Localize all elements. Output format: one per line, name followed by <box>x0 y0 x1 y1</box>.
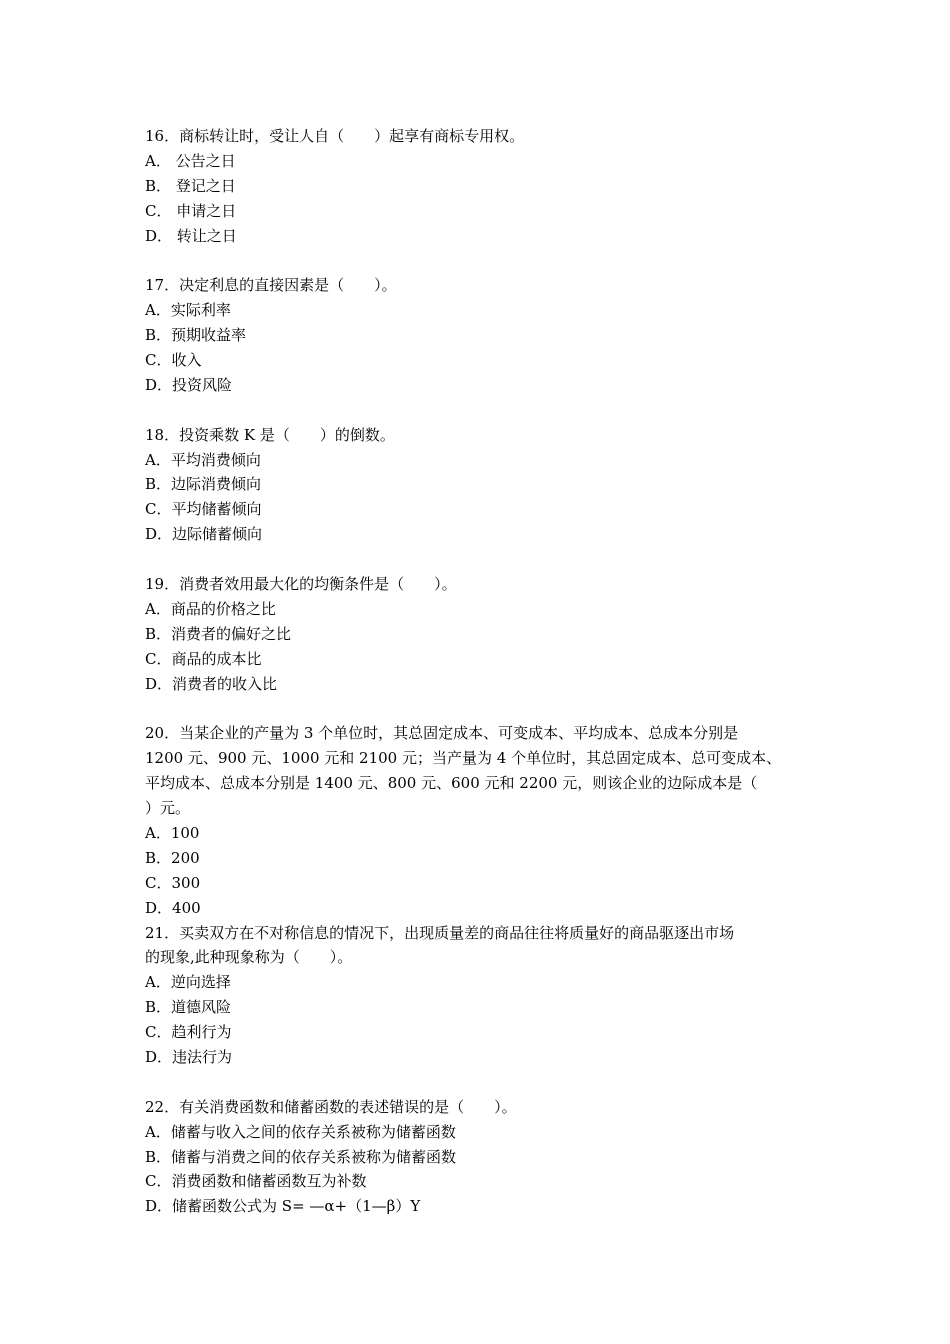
option-a: A．实际利率 <box>145 301 231 320</box>
option-d: D． 转让之日 <box>145 226 237 245</box>
option-b: B． 登记之日 <box>145 176 236 195</box>
question-16 <box>145 124 810 248</box>
option-a: A． 公告之日 <box>145 151 236 170</box>
question-stem: 17．决定利息的直接因素是（ ）。 <box>145 276 397 295</box>
question-stem: 16．商标转让时，受让人自（ ）起享有商标专用权。 <box>145 127 525 145</box>
question-20 <box>145 721 810 920</box>
option-b: B．200 <box>145 848 200 867</box>
option-a: A．逆向选择 <box>145 973 231 992</box>
option-c: C．平均储蓄倾向 <box>145 500 262 519</box>
question-22 <box>145 1095 810 1219</box>
question-18 <box>145 423 810 547</box>
question-stem: 19．消费者效用最大化的均衡条件是（ ）。 <box>145 575 457 594</box>
option-c: C．收入 <box>145 351 202 370</box>
question-21 <box>145 921 810 1070</box>
spacer <box>145 547 810 572</box>
question-stem-line: 21．买卖双方在不对称信息的情况下，出现质量差的商品往往将质量好的商品驱逐出市场 <box>145 923 735 942</box>
question-stem-line: 1200 元、900 元、1000 元和 2100 元；当产量为 4 个单位时，其总固定成本、总可变成本、 <box>145 749 782 768</box>
option-b: B．预期收益率 <box>145 326 247 345</box>
option-c: C．趋利行为 <box>145 1023 232 1042</box>
option-d: D．边际储蓄倾向 <box>145 525 263 544</box>
option-a: A．商品的价格之比 <box>145 599 276 618</box>
option-b: B．消费者的偏好之比 <box>145 624 292 643</box>
question-17 <box>145 273 810 397</box>
option-d: D．投资风险 <box>145 375 233 394</box>
option-a: A．100 <box>145 823 200 842</box>
option-b: B．边际消费倾向 <box>145 475 262 494</box>
question-stem-line: ）元。 <box>145 799 191 818</box>
option-c: C． 申请之日 <box>145 201 237 220</box>
document-page <box>145 124 810 1219</box>
option-d: D．违法行为 <box>145 1047 233 1066</box>
option-c: C．消费函数和储蓄函数互为补数 <box>145 1172 367 1191</box>
spacer <box>145 248 810 273</box>
option-a: A．储蓄与收入之间的依存关系被称为储蓄函数 <box>145 1122 456 1141</box>
question-stem-line: 的现象,此种现象称为（ ）。 <box>145 948 353 967</box>
option-c: C．300 <box>145 873 201 892</box>
option-b: B．道德风险 <box>145 998 232 1017</box>
option-b: B．储蓄与消费之间的依存关系被称为储蓄函数 <box>145 1147 457 1166</box>
spacer <box>145 1070 810 1095</box>
option-a: A．平均消费倾向 <box>145 450 261 469</box>
question-stem-line: 20．当某企业的产量为 3 个单位时，其总固定成本、可变成本、平均成本、总成本分别是 <box>145 724 739 743</box>
spacer <box>145 696 810 721</box>
question-stem: 22．有关消费函数和储蓄函数的表述错误的是（ ）。 <box>145 1097 517 1116</box>
spacer <box>145 398 810 423</box>
question-stem-line: 平均成本、总成本分别是 1400 元、800 元、600 元和 2200 元，则该企业的边际成本是（ <box>145 774 758 793</box>
option-d: D．消费者的收入比 <box>145 674 278 693</box>
question-19 <box>145 572 810 696</box>
option-d: D．400 <box>145 898 201 917</box>
option-d: D．储蓄函数公式为 S= —α+（1—β）Y <box>145 1197 421 1216</box>
question-stem: 18．投资乘数 K 是（ ）的倒数。 <box>145 425 395 444</box>
option-c: C．商品的成本比 <box>145 649 262 668</box>
